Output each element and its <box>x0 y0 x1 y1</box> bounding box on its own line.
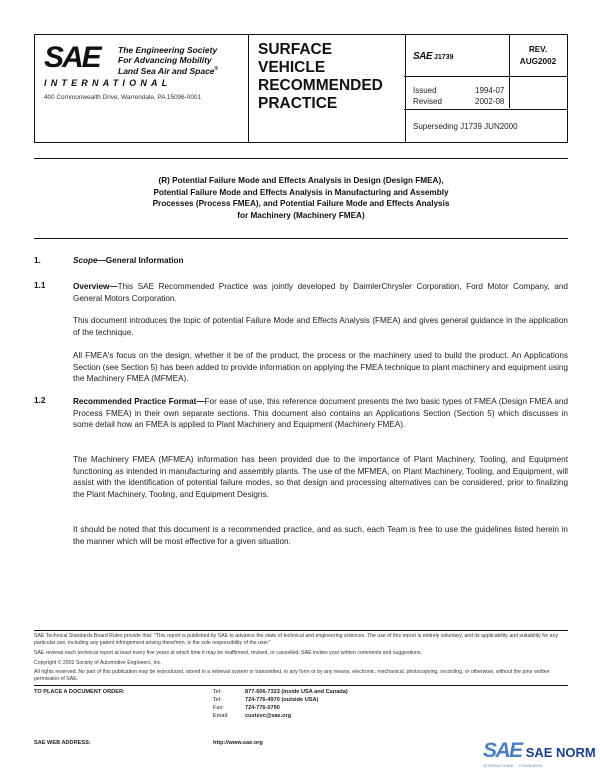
revised-row <box>413 97 505 106</box>
section-title <box>73 256 184 265</box>
revision-box <box>515 44 561 68</box>
overview-lead: Overview— <box>73 282 118 291</box>
footer-rights: All rights reserved. No part of this publication may be reproduced, stored in a retrieval system or transmitted, in any form or by any means, electronic, mechanical, photocopying, recording, or otherwise, without the prior written permission of SAE. <box>34 669 550 682</box>
contact-key: Email: <box>213 713 229 719</box>
sae-norm-mark: SAE <box>483 739 522 762</box>
contact-key: Tel: <box>213 689 222 695</box>
trademark: ® <box>214 66 219 72</box>
paragraph: The Machinery FMEA (MFMEA) information has been provided due to the importance of Plant Machinery, Tooling, and Equipment functioning as intended in manufacturing and assembly plants. The use of the MFMEA, on Plant Machinery, Tooling, and Equipment, will assist with the identification of potential failure modes, so that design and processing alternatives can be considered, prior to finalizing the Plant Machinery, Tooling, and Equipment Designs. <box>73 455 568 499</box>
section-title-italic: Scope <box>73 256 98 265</box>
contact-value[interactable]: 724-776-0790 <box>245 705 280 711</box>
header-divider <box>509 35 510 108</box>
footer-rules-text: SAE Technical Standards Board Rules provide that: "This report is published by SAE to advance the state of technical and engineering sciences. The use of this report is entirely voluntary, and its applicability and suitability for any particular use, including any patent infringement arising therefrom, is the sole responsibility of the user." <box>34 633 559 646</box>
document-type-line: PRACTICE <box>258 95 338 112</box>
sae-norm-text: SAE NORM <box>525 745 596 760</box>
document-type <box>258 41 383 113</box>
document-type-line: RECOMMENDED <box>258 77 383 94</box>
tagline-line: Land Sea Air and Space <box>118 65 215 76</box>
header-divider <box>405 35 406 142</box>
web-label: SAE WEB ADDRESS: <box>34 740 91 746</box>
issued-label: Issued <box>413 86 437 95</box>
format-lead: Recommended Practice Format— <box>73 397 205 406</box>
tagline-line: The Engineering Society <box>118 45 218 55</box>
sae-norm-logo <box>483 739 596 768</box>
sae-norm-subtext: INTERNATIONAL · STANDARDS <box>483 764 543 768</box>
issued-value: 1994-07 <box>475 86 505 95</box>
footer-copyright: Copyright © 2002 Society of Automotive Engineers, Inc. <box>34 660 162 666</box>
subsection-number: 1.2 <box>34 396 46 405</box>
title-rule-bottom <box>34 238 568 239</box>
rev-label: REV. <box>528 45 548 54</box>
document-title <box>110 175 492 221</box>
header-rule <box>404 109 568 110</box>
email-link[interactable]: custsvc@sae.org <box>245 713 292 719</box>
footer-rule <box>34 685 568 686</box>
revised-value: 2002-08 <box>475 97 505 106</box>
title-rule-top <box>34 158 568 159</box>
section-title-rest: —General Information <box>97 256 184 265</box>
header-rule <box>404 76 568 77</box>
paragraph: All FMEA's focus on the design, whether it be of the product, the process or the machinery used to build the product. An Applications Section (see Section 5) has been added to provide information on applying the FMEA technique to plant machinery and equipment using the Machinery FMEA (MFMEA). <box>73 351 568 384</box>
address: 400 Commonwealth Drive, Warrendale, PA 15096-0001 <box>44 94 202 101</box>
sae-tagline <box>118 46 218 76</box>
subsection-number: 1.1 <box>34 281 46 290</box>
format-text: For ease of use, this reference document presents the two basic types of FMEA (Design FMEA and Process FMEA) in their own separate sections. This document also contains an Applications Section (Section 5) which discusses in some detail how an FMEA is applied to Plant Machinery and Equipment (Machinery FMEA). <box>73 397 569 430</box>
overview-text: This SAE Recommended Practice was jointly developed by DaimlerChrysler Corporation, Ford Motor Company, and General Motors Corporation. <box>73 282 568 303</box>
contact-value[interactable]: 724-776-4970 (outside USA) <box>245 697 319 703</box>
contact-value[interactable]: 877-606-7323 (inside USA and Canada) <box>245 689 348 695</box>
paragraph: This document introduces the topic of potential Failure Mode and Effects Analysis (FMEA) and gives general guidance in the application of the technique. <box>73 316 568 337</box>
section-number: 1. <box>34 256 41 265</box>
title-line: for Machinery (Machinery FMEA) <box>237 210 365 220</box>
doc-number-value: J1739 <box>434 54 454 61</box>
overview-paragraph <box>73 281 568 304</box>
sae-logo: SAE <box>44 41 100 74</box>
title-line: Potential Failure Mode and Effects Analysis in Manufacturing and Assembly <box>153 187 449 197</box>
document-type-line: SURFACE <box>258 41 333 58</box>
revised-label: Revised <box>413 97 442 106</box>
paragraph: It should be noted that this document is a recommended practice, and as such, each Team is free to use the guidelines listed herein in the manner which will be most effective for a given situation. <box>73 525 568 546</box>
document-number <box>413 51 453 62</box>
title-line: Processes (Process FMEA), and Potential Failure Mode and Effects Analysis <box>152 199 450 208</box>
header-divider <box>248 35 249 142</box>
contact-key: Tel: <box>213 697 222 703</box>
superseding: Superseding J1739 JUN2000 <box>413 122 518 131</box>
title-line: (R) Potential Failure Mode and Effects Analysis in Design (Design FMEA), <box>158 176 444 185</box>
rev-value: AUG2002 <box>519 57 557 66</box>
website-link[interactable]: http://www.sae.org <box>213 740 263 746</box>
order-label: TO PLACE A DOCUMENT ORDER: <box>34 689 125 695</box>
contact-key: Fax: <box>213 705 224 711</box>
tagline-line: For Advancing Mobility <box>118 54 212 65</box>
format-paragraph <box>73 396 568 431</box>
doc-prefix: SAE <box>413 51 433 62</box>
international-wordmark: INTERNATIONAL <box>44 78 172 88</box>
document-type-line: VEHICLE <box>258 59 326 76</box>
issued-row <box>413 86 505 95</box>
footer-rule <box>34 630 568 631</box>
footer-review-text: SAE reviews each technical report at least every five years at which time it may be reaffirmed, revised, or cancelled. SAE invites your written comments and suggestions. <box>34 650 422 656</box>
